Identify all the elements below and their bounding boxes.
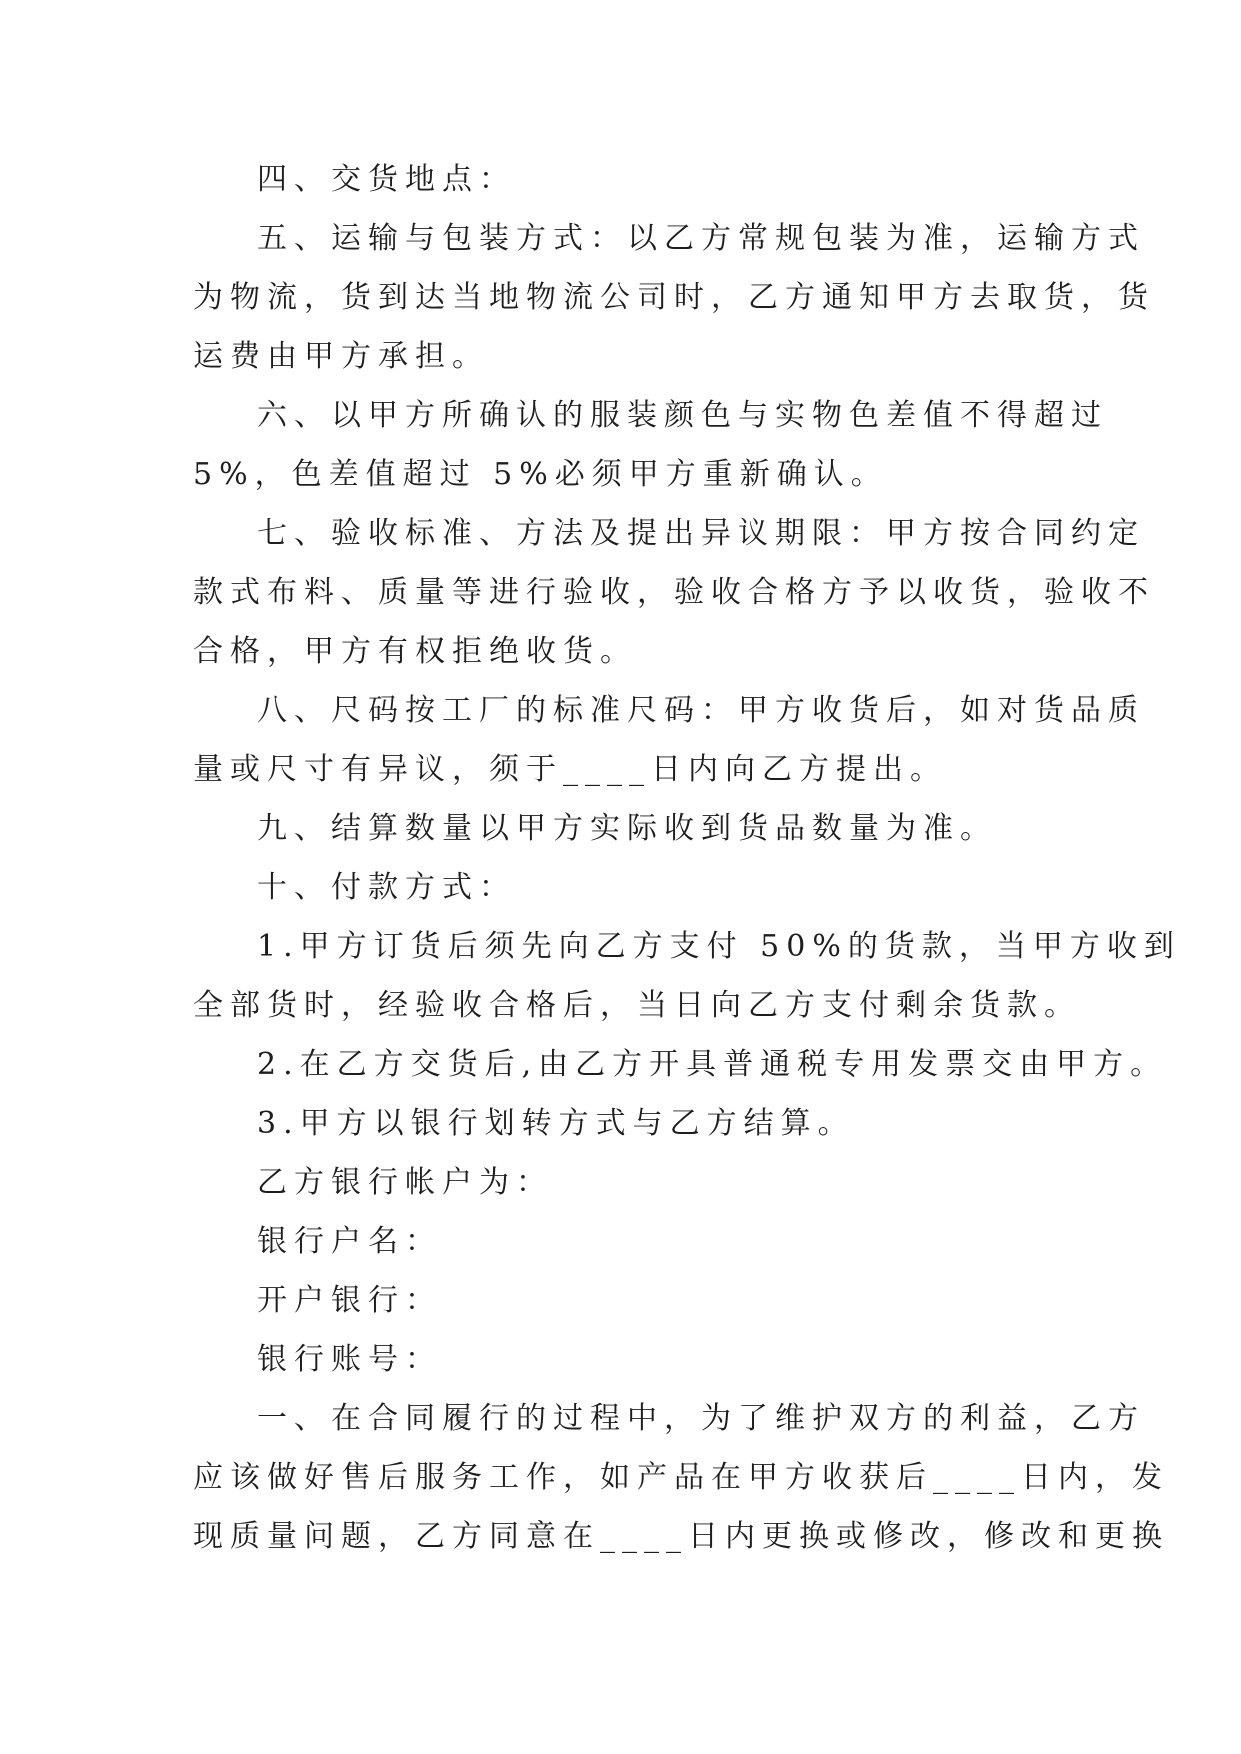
clause-8-line-2: 量或尺寸有异议，须于____日内向乙方提出。 xyxy=(193,752,947,787)
clause-6-line-2: 5%，色差值超过 5%必须甲方重新确认。 xyxy=(193,457,888,492)
after-sales-clause-line-3: 现质量问题，乙方同意在____日内更换或修改，修改和更换 xyxy=(193,1519,1169,1554)
clause-5-line-2: 为物流，货到达当地物流公司时，乙方通知甲方去取货，货 xyxy=(193,280,1155,315)
clause-4-line: 四、交货地点： xyxy=(257,162,516,197)
clause-7-line-3: 合格，甲方有权拒绝收货。 xyxy=(193,634,637,669)
bank-account-name: 银行户名： xyxy=(257,1224,442,1259)
clause-6-line-1: 六、以甲方所确认的服装颜色与实物色差值不得超过 xyxy=(257,398,1108,433)
clause-8-line-1: 八、尺码按工厂的标准尺码：甲方收货后，如对货品质 xyxy=(257,693,1145,728)
clause-5-line-1: 五、运输与包装方式：以乙方常规包装为准，运输方式 xyxy=(257,221,1145,256)
bank-name: 开户银行： xyxy=(257,1283,442,1318)
payment-item-2: 2.在乙方交货后,由乙方开具普通税专用发票交由甲方。 xyxy=(257,1047,1168,1082)
after-sales-clause-line-1: 一、在合同履行的过程中，为了维护双方的利益，乙方 xyxy=(257,1401,1145,1436)
payment-item-1-line-1: 1.甲方订货后须先向乙方支付 50%的货款，当甲方收到 xyxy=(257,929,1181,964)
clause-5-line-3: 运费由甲方承担。 xyxy=(193,339,489,374)
clause-9-line: 九、结算数量以甲方实际收到货品数量为准。 xyxy=(257,811,997,846)
after-sales-clause-line-2: 应该做好售后服务工作，如产品在甲方收获后____日内，发 xyxy=(193,1460,1169,1495)
clause-7-line-1: 七、验收标准、方法及提出异议期限：甲方按合同约定 xyxy=(257,516,1145,551)
bank-account-heading: 乙方银行帐户为： xyxy=(257,1165,553,1200)
clause-10-heading: 十、付款方式： xyxy=(257,870,516,905)
payment-item-1-line-2: 全部货时，经验收合格后，当日向乙方支付剩余货款。 xyxy=(193,988,1081,1023)
clause-7-line-2: 款式布料、质量等进行验收，验收合格方予以收货，验收不 xyxy=(193,575,1155,610)
payment-item-3: 3.甲方以银行划转方式与乙方结算。 xyxy=(257,1106,855,1141)
bank-account-number: 银行账号： xyxy=(257,1342,442,1377)
